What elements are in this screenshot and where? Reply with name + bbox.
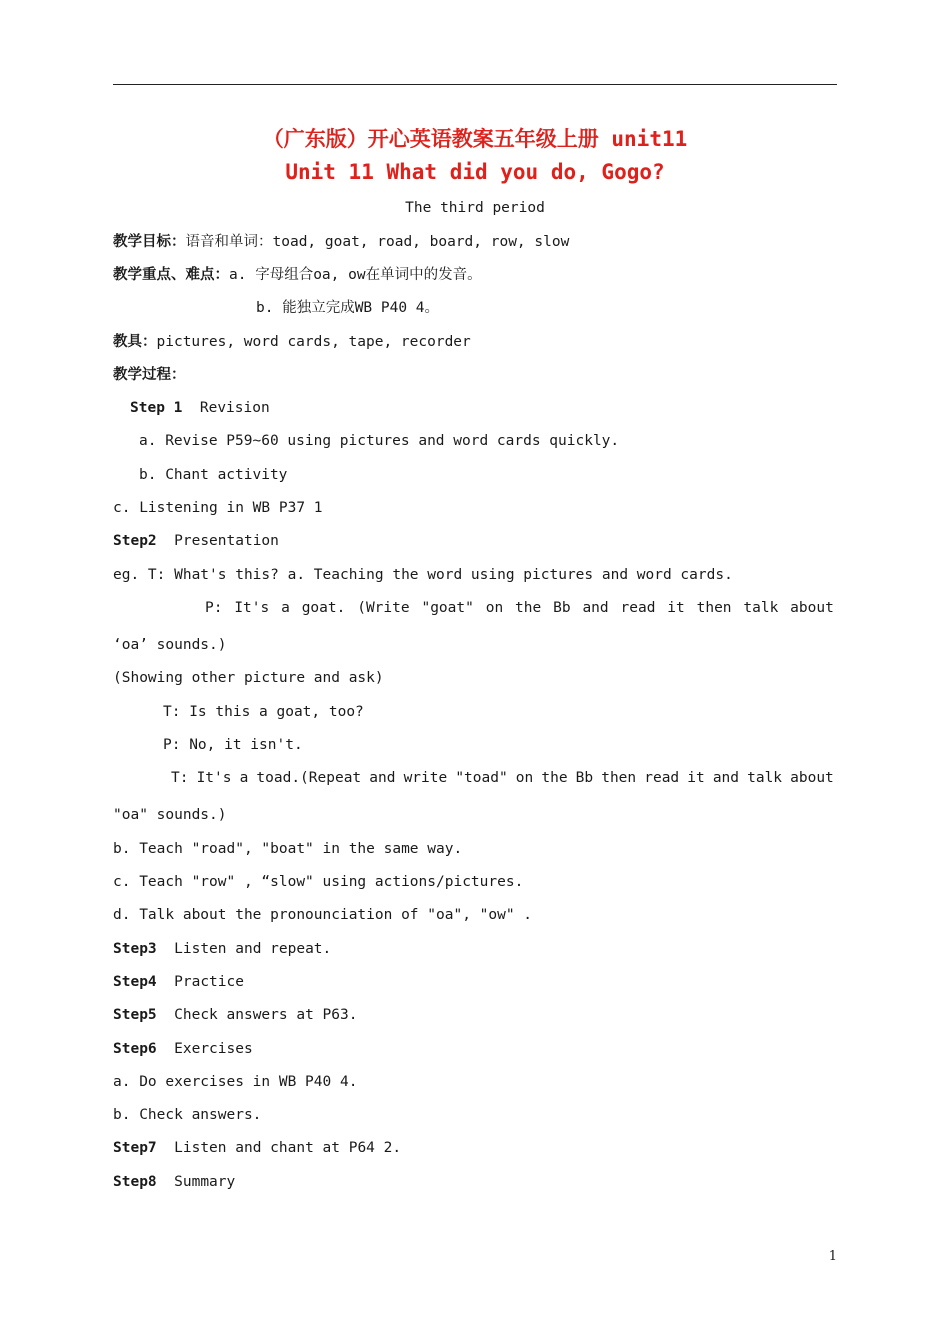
tools-text: pictures, word cards, tape, recorder	[156, 334, 471, 350]
step8-label: Step8	[113, 1174, 157, 1190]
p-goat-continued: ‘oa’ sounds.)	[113, 637, 227, 653]
word: and	[369, 770, 396, 786]
step7-label: Step7	[113, 1140, 157, 1156]
word: read	[620, 600, 656, 616]
step1-a: a. Revise P59~60 using pictures and word cards quickly.	[139, 433, 620, 449]
word: the	[515, 600, 542, 616]
step3-line	[113, 940, 331, 958]
process-label: 教学过程：	[113, 367, 186, 383]
showing-line: (Showing other picture and ask)	[113, 670, 384, 686]
step1-line	[130, 399, 270, 417]
word: Bb	[575, 770, 594, 786]
word: It's	[196, 770, 232, 786]
word: "toad"	[455, 770, 508, 786]
teach-d: d. Talk about the pronounciation of "oa", "ow" .	[113, 907, 533, 923]
page-number: 1	[828, 1249, 837, 1264]
word: toad.(Repeat	[256, 770, 362, 786]
keypoints-label: 教学重点、难点：	[113, 267, 229, 283]
word: and	[582, 600, 609, 616]
word: It's	[234, 600, 270, 616]
step8-line	[113, 1173, 235, 1191]
step1-c: c. Listening in WB P37 1	[113, 500, 323, 516]
step1-text: Revision	[199, 400, 270, 416]
step4-text: Practice	[174, 974, 244, 990]
step3-text: Listen and repeat.	[174, 941, 332, 957]
word: and	[712, 770, 740, 786]
p-no-line: P: No, it isn't.	[163, 737, 303, 753]
document-title: （广东版）开心英语教案五年级上册 unit11	[262, 127, 688, 151]
tools-line	[113, 333, 471, 351]
word: T:	[171, 770, 189, 786]
goal-line	[113, 233, 569, 251]
step5-line	[113, 1006, 357, 1024]
exercise-a: a. Do exercises in WB P40 4.	[113, 1074, 358, 1090]
p-goat-line	[205, 599, 834, 617]
word: "goat"	[421, 600, 474, 616]
step4-line	[113, 973, 244, 991]
word: about	[790, 770, 834, 786]
word: a	[239, 770, 249, 786]
word: on	[515, 770, 534, 786]
step2-label: Step2	[113, 533, 157, 549]
goal-text: 语音和单词：toad, goat, road, board, row, slow	[185, 234, 570, 250]
word: then	[601, 770, 637, 786]
word: Bb	[553, 600, 571, 616]
step6-line	[113, 1040, 253, 1058]
word: talk	[747, 770, 783, 786]
step2-text: Presentation	[174, 533, 279, 549]
step6-text: Exercises	[174, 1041, 253, 1057]
header-rule	[113, 84, 837, 85]
word: talk	[743, 600, 779, 616]
keypoints-line	[113, 266, 482, 284]
keypoints-a: a. 字母组合oa, ow在单词中的发音。	[229, 267, 482, 283]
step4-label: Step4	[113, 974, 157, 990]
word: it	[667, 600, 685, 616]
step6-label: Step6	[113, 1041, 157, 1057]
t-toad-continued: "oa" sounds.)	[113, 807, 227, 823]
word: write	[403, 770, 448, 786]
eg-line: eg. T: What's this? a. Teaching the word using pictures and word cards.	[113, 567, 733, 583]
word: P:	[205, 600, 223, 616]
word: read	[644, 770, 680, 786]
t-toad-line	[171, 769, 834, 787]
word: it	[687, 770, 705, 786]
goal-label: 教学目标：	[113, 234, 186, 250]
word: (Write	[357, 600, 410, 616]
unit-title: Unit 11 What did you do, Gogo?	[285, 160, 665, 184]
word: about	[790, 600, 834, 616]
keypoints-b: b. 能独立完成WB P40 4。	[256, 300, 440, 316]
tools-label: 教具：	[113, 334, 157, 350]
word: the	[541, 770, 568, 786]
word: goat.	[301, 600, 346, 616]
step8-text: Summary	[174, 1174, 236, 1190]
step5-text: Check answers at P63.	[174, 1007, 358, 1023]
step2-line	[113, 532, 279, 550]
step5-label: Step5	[113, 1007, 157, 1023]
teach-b: b. Teach "road", "boat" in the same way.	[113, 841, 463, 857]
period-subtitle: The third period	[405, 200, 545, 216]
t-goat-line: T: Is this a goat, too?	[163, 704, 364, 720]
word: a	[281, 600, 290, 616]
step1-label: Step 1	[130, 400, 183, 416]
exercise-b: b. Check answers.	[113, 1107, 262, 1123]
step3-label: Step3	[113, 941, 157, 957]
word: then	[696, 600, 732, 616]
teach-c: c. Teach "row" , “slow" using actions/pictures.	[113, 874, 524, 890]
word: on	[485, 600, 504, 616]
step7-text: Listen and chant at P64 2.	[174, 1140, 402, 1156]
step1-b: b. Chant activity	[139, 467, 288, 483]
step7-line	[113, 1139, 401, 1157]
